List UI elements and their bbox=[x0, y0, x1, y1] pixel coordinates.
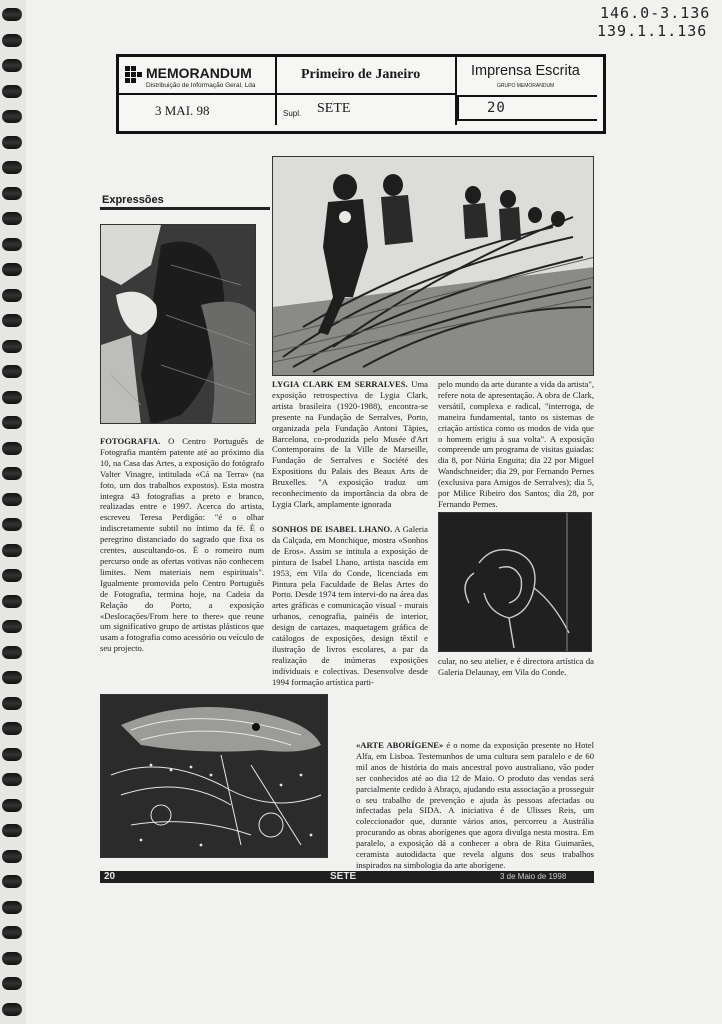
publication-cell bbox=[277, 57, 457, 95]
footer-supplement: SETE bbox=[330, 871, 357, 882]
article-lygia-body: Uma exposição retrospectiva de Lygia Clark, artista brasileira (1920-1988), encontra-se presente na Fundação de Serralves, Porto, organizada pela Fundação Antoni Tàpies, Barcelona, co-produzida pelo Musée d'Art Contemporains de la Ville de Marseille, Fundação de Serralves e Société des Expositions du Palais des Beaux Arts de Bruxelles. "A exposição traduz um reconhecimento da importância da obra de Lygia Clark, amplamente ignorada bbox=[272, 379, 428, 509]
binding-ring bbox=[2, 391, 22, 404]
binding-ring bbox=[2, 8, 22, 21]
photo-texture bbox=[101, 695, 328, 858]
binding-ring bbox=[2, 85, 22, 98]
article-aborigene-body: é o nome da exposição presente no Hotel Alfa, em Lisboa. Testemunhos de uma cultura sem paralelo e de 60 mil anos de história do mais ancestral povo australiano, vão poder ser conhecidos até ao dia 12 de Maio. O produto das vendas será parcialmente cedido à Abraço, ajudando esta associação a prosseguir o seu trabalho de prevenção e ajuda às pessoas afectadas ou infectadas pela SIDA. A iniciativa é de Ulisses Reis, um coleccionador que, durante vários anos, percorreu a Austrália procurando as obras aborígenes que agora divulga nesta mostra. Em paralelo, a exposição dá a conhecer a obra de Rita Guimarães, ceramista autodidacta que revela alguns dos seus trabalhos inspirados na simbologia da arte aborígene. bbox=[356, 740, 594, 870]
article-isabel-continued: cular, no seu atelier, e é directora artística da Galeria Delaunay, em Vila do Conde. bbox=[438, 656, 594, 677]
binding-ring bbox=[2, 340, 22, 353]
binding-ring bbox=[2, 799, 22, 812]
binding-ring bbox=[2, 289, 22, 302]
binding-ring bbox=[2, 442, 22, 455]
article-isabel-head: SONHOS DE ISABEL LHANO. bbox=[272, 524, 393, 534]
article-isabel bbox=[272, 524, 428, 688]
binding-ring bbox=[2, 493, 22, 506]
publication-name: Primeiro de Janeiro bbox=[301, 67, 421, 82]
binding-ring bbox=[2, 416, 22, 429]
binding-ring bbox=[2, 697, 22, 710]
photo-arte-aborigene bbox=[100, 694, 328, 858]
binding-ring bbox=[2, 901, 22, 914]
binding-ring bbox=[2, 59, 22, 72]
page-footer-bar bbox=[100, 871, 594, 883]
binding-ring bbox=[2, 850, 22, 863]
memorandum-logo-icon bbox=[125, 66, 143, 84]
category-name: Imprensa Escrita bbox=[471, 63, 580, 79]
article-aborigene-head: «ARTE ABORÍGENE» bbox=[356, 740, 444, 750]
binding-ring bbox=[2, 875, 22, 888]
photo-texture bbox=[439, 513, 592, 652]
logo-cell bbox=[119, 57, 277, 95]
spiral-binding bbox=[0, 0, 26, 1024]
binding-ring bbox=[2, 34, 22, 47]
page-number-cell bbox=[457, 95, 597, 121]
supplement-name: SETE bbox=[317, 101, 351, 116]
binding-ring bbox=[2, 595, 22, 608]
binding-ring bbox=[2, 952, 22, 965]
photo-texture bbox=[101, 225, 256, 424]
article-isabel-body: A Galeria da Calçada, em Monchique, mostra «Sonhos de Eros». Assim se intitula a exposição de pintura de Isabel Lhano, artista nascida em 1953, em Vila do Conde, licenciada em Pintura pela Faculdade de Belas Artes do Porto. Desde 1974 tem intervi-do na área das artes gráficas e comunicação visual - murais urbanos, cenografia, painéis de interior, design de cartazes, maquetagem gráfica de catálogos de exposições, design têxtil e ilustração de livros escolares, a par da realização de inúmeras exposições individuais e colectivas. Desenvolve desde 1994 formação artística parti- bbox=[272, 524, 428, 687]
article-lygia-head: LYGIA CLARK EM SERRALVES. bbox=[272, 379, 408, 389]
logo-name: MEMORANDUM bbox=[146, 65, 252, 81]
binding-ring bbox=[2, 365, 22, 378]
handwritten-page-number: 20 bbox=[487, 100, 506, 116]
section-title: Expressões bbox=[102, 194, 164, 206]
supplement-cell bbox=[277, 95, 457, 125]
binding-ring bbox=[2, 722, 22, 735]
handwritten-code-2: 139.1.1.136 bbox=[597, 22, 708, 40]
binding-ring bbox=[2, 620, 22, 633]
binding-ring bbox=[2, 671, 22, 684]
binding-ring bbox=[2, 773, 22, 786]
binding-ring bbox=[2, 926, 22, 939]
section-rule bbox=[100, 207, 270, 210]
article-fotografia-head: FOTOGRAFIA. bbox=[100, 436, 161, 446]
logo-subtitle: Distribuição de Informação Geral, Lda bbox=[146, 82, 256, 89]
category-cell bbox=[457, 57, 603, 95]
article-fotografia-body: O Centro Português de Fotografia mantém patente até ao próximo dia 10, na Casa das Artes, a exposição do fotógrafo Valter Vinagre, intitulada «Cá na Terra» (na foto, um dos trabalhos expostos). Esta mostra integra 43 fotografias a preto e branco, realizadas entre e 1997. Acerca do artista, escreveu Teresa Perdigão: "é o olhar indiscretamente subtil no íntimo da fé. É o peregrino distanciado do sagrado que fixa os crentes, auscultando-os. É o romeiro num percurso onde as ofertas votivas não conhecem limites. Nem materiais nem espirituais". Igualmente promovida pelo Centro Português de Fotografia, termina hoje, na Cadeia da Relação do Porto, a exposição «Deslocações/From here to there» que reune um significativo grupo de artistas plásticos que usam a fotografia como acessório ou veículo de seu projecto. bbox=[100, 436, 264, 654]
handwritten-code-1: 146.0-3.136 bbox=[600, 4, 711, 22]
binding-ring bbox=[2, 238, 22, 251]
binding-ring bbox=[2, 748, 22, 761]
binding-ring bbox=[2, 824, 22, 837]
clipping-date: 3 MAI. 98 bbox=[155, 103, 210, 118]
photo-texture bbox=[273, 157, 594, 376]
footer-date: 3 de Maio de 1998 bbox=[500, 872, 567, 881]
supl-label: Supl. bbox=[283, 109, 302, 118]
binding-ring bbox=[2, 187, 22, 200]
binding-ring bbox=[2, 110, 22, 123]
binding-ring bbox=[2, 518, 22, 531]
binding-ring bbox=[2, 467, 22, 480]
binding-ring bbox=[2, 314, 22, 327]
date-cell bbox=[119, 95, 277, 125]
binding-ring bbox=[2, 1003, 22, 1016]
category-subtitle: GRUPO MEMORANDUM bbox=[497, 83, 555, 89]
article-fotografia bbox=[100, 436, 264, 654]
article-lygia-continued: pelo mundo da arte durante a vida da artista", refere nota de apresentação. A obra de Clark, versátil, complexa e radical, "interroga, de maneira fundamental, tanto os sistemas de criação artística como os modos de vida que o homem erigiu à sua volta". A exposição compreende um programa de visitas guiadas: dia 8, por Núria Enguita; dia 22 por Miguel Wandschneider; dia 29, por Fernando Pernes (exclusiva para Amigos de Serralves); dia 5, por Milice Ribeiro dos Santos; dia 28, por Fernando Pernes. bbox=[438, 379, 594, 509]
binding-ring bbox=[2, 569, 22, 582]
binding-ring bbox=[2, 212, 22, 225]
binding-ring bbox=[2, 977, 22, 990]
binding-ring bbox=[2, 263, 22, 276]
footer-page-number: 20 bbox=[104, 871, 116, 882]
binding-ring bbox=[2, 161, 22, 174]
binding-ring bbox=[2, 646, 22, 659]
article-aborigene bbox=[356, 740, 594, 871]
binding-ring bbox=[2, 136, 22, 149]
clipping-header bbox=[116, 54, 606, 134]
photo-valter-vinagre bbox=[100, 224, 256, 424]
photo-isabel-lhano bbox=[438, 512, 592, 652]
photo-lygia-clark bbox=[272, 156, 594, 376]
article-lygia bbox=[272, 379, 428, 510]
binding-ring bbox=[2, 544, 22, 557]
